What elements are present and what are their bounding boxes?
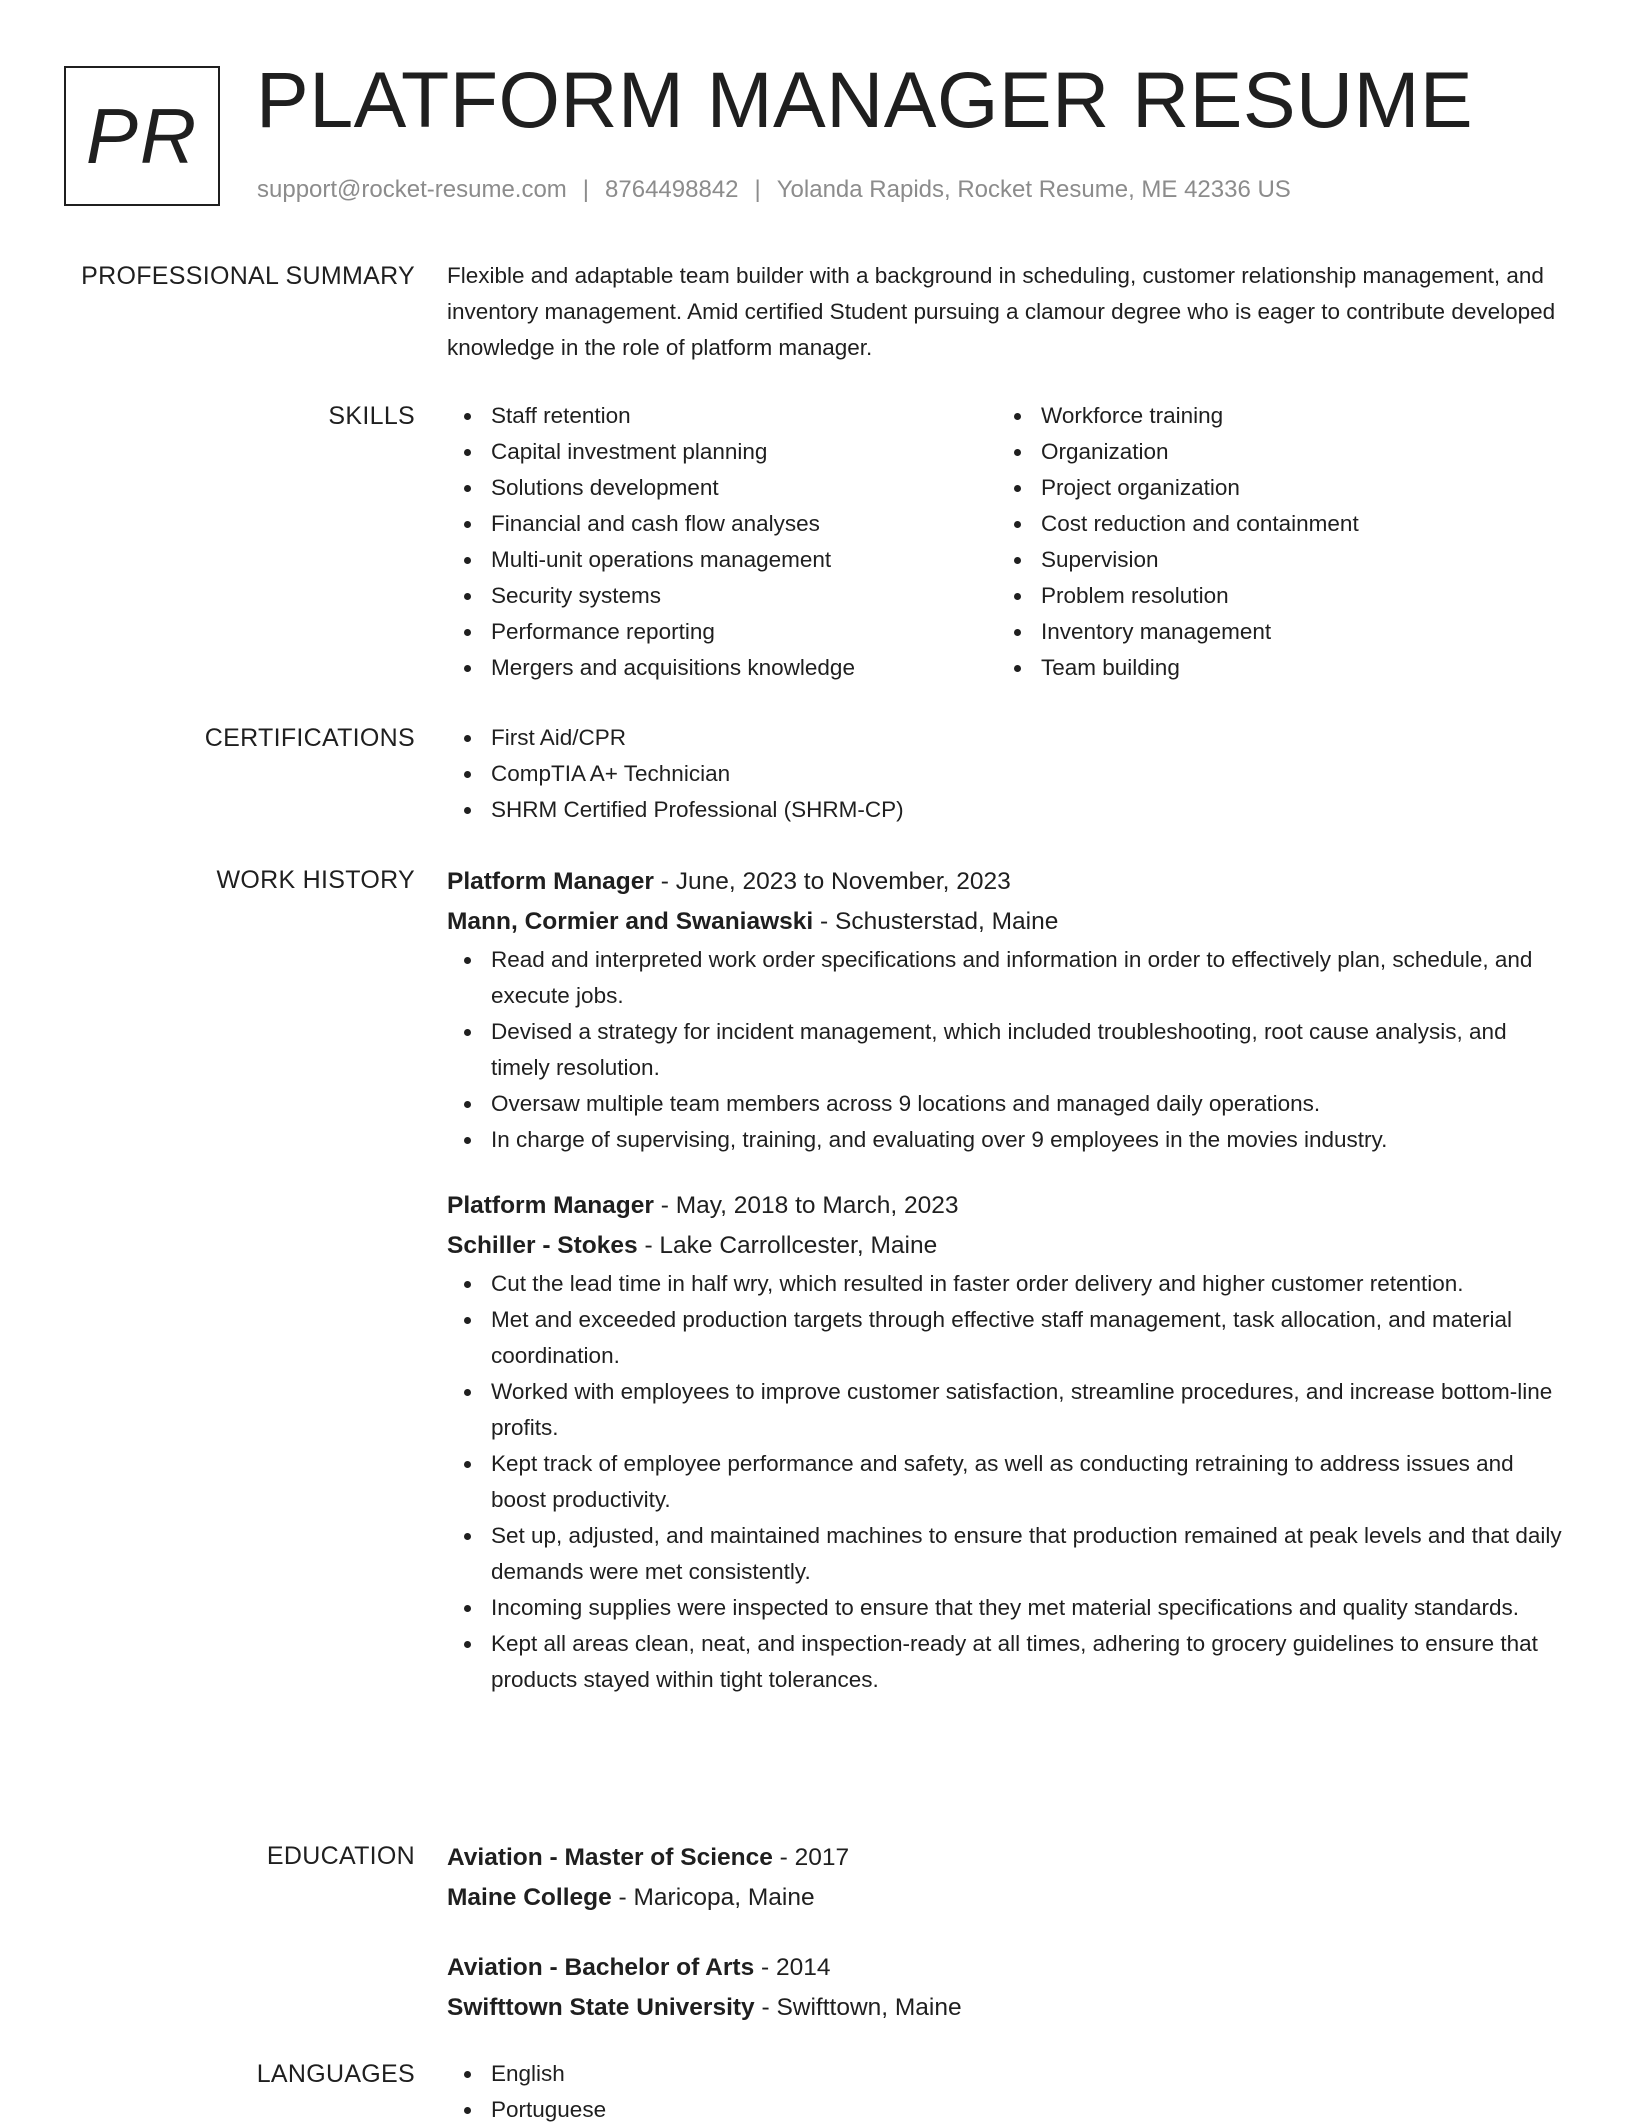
job-duty: Worked with employees to improve customer satisfaction, streamline procedures, and increase bottom-line profits. (447, 1374, 1567, 1446)
job-title-line (447, 1186, 1567, 1226)
job-duty: Cut the lead time in half wry, which resulted in faster order delivery and higher customer retention. (447, 1266, 1567, 1302)
section-body (447, 862, 1567, 1698)
summary-text: Flexible and adaptable team builder with a background in scheduling, customer relationship management, and inventory management. Amid certified Student pursuing a clamour degree who is eager to contribute developed knowledge in the role of platform manager. (447, 263, 1556, 360)
monogram-logo: PR (64, 66, 220, 206)
job-duties (447, 942, 1567, 1158)
contact-email: support@rocket-resume.com (257, 176, 567, 203)
job-title: Platform Manager (447, 868, 654, 895)
job-location: - Lake Carrollcester, Maine (637, 1232, 938, 1259)
job-company-line (447, 1226, 1567, 1266)
job-company-line (447, 902, 1567, 942)
job-duty: Set up, adjusted, and maintained machines to ensure that production remained at peak levels and that daily demands were met consistently. (447, 1518, 1567, 1590)
job-duty: Kept all areas clean, neat, and inspection-ready at all times, adhering to grocery guidelines to ensure that products stayed within tight tolerances. (447, 1626, 1567, 1698)
skill-item: Supervision (997, 542, 1557, 578)
job-entry (447, 1186, 1567, 1698)
section-body (447, 1838, 1567, 2028)
skill-item: Workforce training (997, 398, 1557, 434)
education-degree-line (447, 1948, 1567, 1988)
languages-list (447, 2056, 1567, 2128)
skill-item: Performance reporting (447, 614, 997, 650)
job-dates: - June, 2023 to November, 2023 (653, 868, 1011, 895)
education-degree-line (447, 1838, 1567, 1878)
section-body (447, 258, 1567, 366)
section-body (447, 720, 1567, 828)
skills-column-b (997, 398, 1557, 686)
education-entry (447, 1838, 1567, 1918)
job-company: Mann, Cormier and Swaniawski (447, 908, 814, 935)
skill-item: Security systems (447, 578, 997, 614)
skill-item: Problem resolution (997, 578, 1557, 614)
job-dates: - May, 2018 to March, 2023 (653, 1192, 959, 1219)
skill-item: Team building (997, 650, 1557, 686)
contact-address: Yolanda Rapids, Rocket Resume, ME 42336 US (776, 176, 1291, 203)
education-school-line (447, 1988, 1567, 2028)
job-duties (447, 1266, 1567, 1698)
section-heading: PROFESSIONAL SUMMARY (81, 262, 415, 290)
skill-item: Project organization (997, 470, 1557, 506)
section-heading: SKILLS (328, 402, 415, 430)
skills-grid (447, 398, 1567, 686)
section-body (447, 2056, 1567, 2128)
education-school: Maine College (447, 1884, 612, 1911)
job-duty: Incoming supplies were inspected to ensure that they met material specifications and quality standards. (447, 1590, 1567, 1626)
job-duty: In charge of supervising, training, and evaluating over 9 employees in the movies industry. (447, 1122, 1567, 1158)
job-location: - Schusterstad, Maine (813, 908, 1059, 935)
job-duty: Oversaw multiple team members across 9 locations and managed daily operations. (447, 1086, 1567, 1122)
language-item: English (447, 2056, 1567, 2092)
education-degree: Aviation - Bachelor of Arts (447, 1954, 755, 1981)
skill-item: Inventory management (997, 614, 1557, 650)
job-duty: Read and interpreted work order specifications and information in order to effectively plan, schedule, and execute jobs. (447, 942, 1567, 1014)
education-degree: Aviation - Master of Science (447, 1844, 773, 1871)
job-title: Platform Manager (447, 1192, 654, 1219)
section-heading: LANGUAGES (256, 2060, 415, 2088)
section-heading: CERTIFICATIONS (204, 724, 415, 752)
skill-item: Staff retention (447, 398, 997, 434)
certification-item: CompTIA A+ Technician (447, 756, 1567, 792)
contact-separator: | (582, 176, 590, 203)
section-heading: EDUCATION (266, 1842, 415, 1870)
certifications-list (447, 720, 1567, 828)
education-school-line (447, 1878, 1567, 1918)
section-heading: WORK HISTORY (216, 866, 415, 894)
page-title: PLATFORM MANAGER RESUME (256, 55, 1474, 144)
job-title-line (447, 862, 1567, 902)
education-school: Swifttown State University (447, 1994, 755, 2021)
contact-line (257, 173, 1291, 207)
skill-item: Capital investment planning (447, 434, 997, 470)
skill-item: Organization (997, 434, 1557, 470)
education-location: - Swifttown, Maine (754, 1994, 962, 2021)
job-company: Schiller - Stokes (447, 1232, 638, 1259)
certification-item: First Aid/CPR (447, 720, 1567, 756)
job-duty: Kept track of employee performance and safety, as well as conducting retraining to address issues and boost productivity. (447, 1446, 1567, 1518)
certification-item: SHRM Certified Professional (SHRM-CP) (447, 792, 1567, 828)
skill-item: Mergers and acquisitions knowledge (447, 650, 997, 686)
job-duty: Devised a strategy for incident management, which included troubleshooting, root cause analysis, and timely resolution. (447, 1014, 1567, 1086)
contact-separator: | (754, 176, 761, 203)
education-entry (447, 1948, 1567, 2028)
skill-item: Multi-unit operations management (447, 542, 997, 578)
education-year: - 2017 (772, 1844, 850, 1871)
skill-item: Cost reduction and containment (997, 506, 1557, 542)
job-duty: Met and exceeded production targets through effective staff management, task allocation, and material coordination. (447, 1302, 1567, 1374)
education-year: - 2014 (754, 1954, 831, 1981)
skill-item: Solutions development (447, 470, 997, 506)
skills-column-a (447, 398, 997, 686)
job-entry (447, 862, 1567, 1158)
contact-phone: 8764498842 (605, 176, 739, 203)
skill-item: Financial and cash flow analyses (447, 506, 997, 542)
education-location: - Maricopa, Maine (611, 1884, 815, 1911)
language-item: Portuguese (447, 2092, 1567, 2128)
